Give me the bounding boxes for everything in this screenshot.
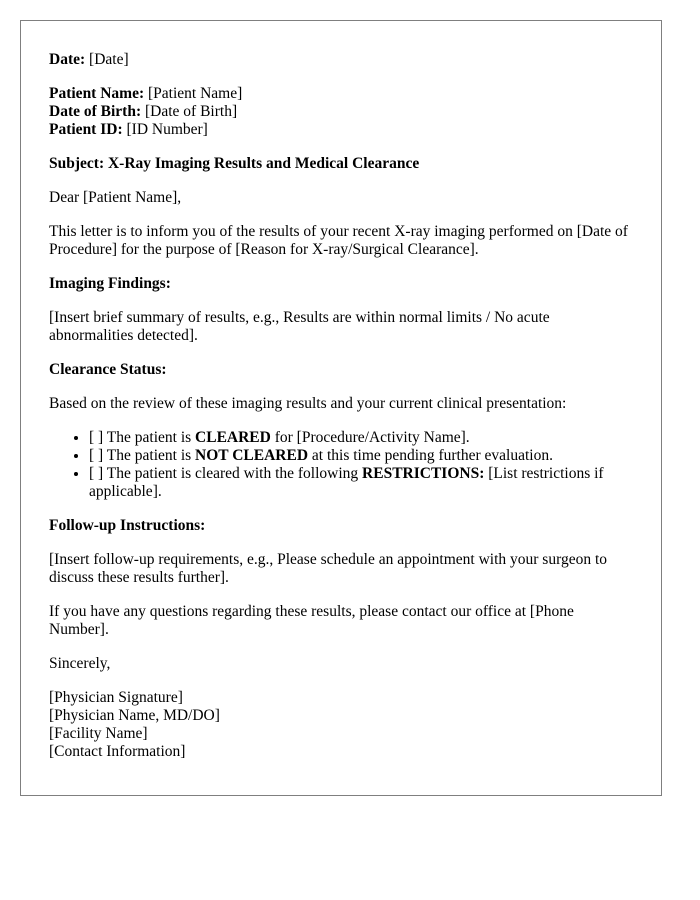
closing: Sincerely, bbox=[49, 655, 111, 672]
patient-id-line bbox=[49, 121, 633, 139]
dob-line bbox=[49, 103, 633, 121]
dob-value: [Date of Birth] bbox=[141, 103, 238, 120]
facility-name: [Facility Name] bbox=[49, 725, 148, 742]
option-text: [ ] The patient is bbox=[89, 447, 196, 464]
physician-name: [Physician Name, MD/DO] bbox=[49, 707, 220, 724]
contact-information: [Contact Information] bbox=[49, 743, 186, 760]
date-label: Date: bbox=[49, 51, 86, 68]
option-text: [ ] The patient is bbox=[89, 429, 196, 446]
salutation: Dear [Patient Name], bbox=[49, 189, 182, 206]
date-value: [Date] bbox=[85, 51, 129, 68]
patient-info bbox=[49, 85, 633, 139]
followup-heading: Follow-up Instructions: bbox=[49, 517, 206, 534]
followup-text: [Insert follow-up requirements, e.g., Please schedule an appointment with your surgeon to discuss these results further]. bbox=[49, 551, 608, 586]
signature-block bbox=[49, 689, 633, 761]
intro-paragraph: This letter is to inform you of the results of your recent X-ray imaging performed on [Date of Procedure] for the purpose of [Reason for X-ray/Surgical Clearance]. bbox=[49, 223, 628, 258]
contact-paragraph: If you have any questions regarding these results, please contact our office at [Phone Number]. bbox=[49, 603, 574, 638]
patient-name-line bbox=[49, 85, 633, 103]
option-text: for [Procedure/Activity Name]. bbox=[270, 429, 470, 446]
option-emphasis: CLEARED bbox=[195, 429, 271, 446]
clearance-heading: Clearance Status: bbox=[49, 361, 167, 378]
physician-signature: [Physician Signature] bbox=[49, 689, 183, 706]
patient-name-label: Patient Name: bbox=[49, 85, 145, 102]
findings-heading: Imaging Findings: bbox=[49, 275, 171, 292]
findings-text: [Insert brief summary of results, e.g., Results are within normal limits / No acute abnormalities detected]. bbox=[49, 309, 550, 344]
clearance-option-cleared bbox=[89, 429, 633, 447]
patient-name-value: [Patient Name] bbox=[144, 85, 243, 102]
option-text: [List restrictions if applicable]. bbox=[89, 465, 604, 500]
option-text: at this time pending further evaluation. bbox=[308, 447, 553, 464]
dob-label: Date of Birth: bbox=[49, 103, 142, 120]
option-emphasis: NOT CLEARED bbox=[195, 447, 309, 464]
clearance-option-not-cleared bbox=[89, 447, 633, 465]
option-text: [ ] The patient is cleared with the following bbox=[89, 465, 363, 482]
letter-page bbox=[20, 20, 662, 796]
patient-id-value: [ID Number] bbox=[122, 121, 208, 138]
subject-line: Subject: X-Ray Imaging Results and Medical Clearance bbox=[49, 155, 420, 172]
clearance-options bbox=[49, 429, 633, 501]
clearance-intro: Based on the review of these imaging results and your current clinical presentation: bbox=[49, 395, 567, 412]
option-emphasis: RESTRICTIONS: bbox=[362, 465, 485, 482]
date-line bbox=[49, 51, 633, 69]
patient-id-label: Patient ID: bbox=[49, 121, 123, 138]
clearance-option-restrictions bbox=[89, 465, 633, 501]
